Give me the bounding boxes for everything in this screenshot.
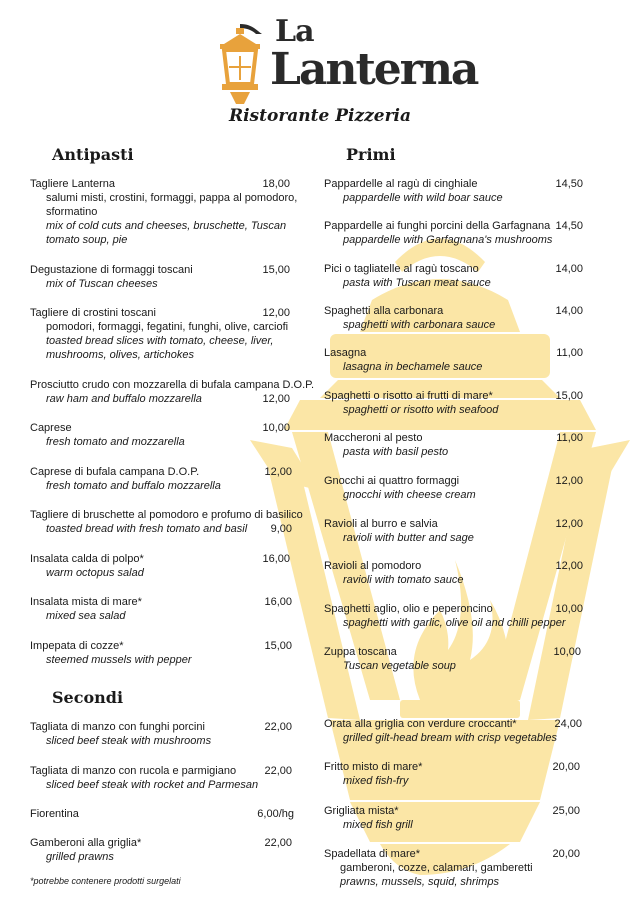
- dish-name: Tagliata di manzo con rucola e parmigiano: [30, 765, 237, 777]
- dish-name: Spadellata di mare*: [324, 848, 421, 860]
- dish-price: 11,00: [556, 432, 583, 444]
- dish-en: grilled prawns: [46, 851, 114, 863]
- dish-name: Caprese: [30, 422, 72, 434]
- dish-price: 6,00/hg: [257, 808, 294, 820]
- dish-name: Insalata mista di mare*: [30, 596, 142, 608]
- dish-en: sliced beef steak with rocket and Parmesan: [46, 779, 259, 791]
- dish-price: 14,00: [555, 263, 583, 275]
- dish-price: 10,00: [553, 646, 581, 658]
- dish-name: Spaghetti o risotto ai frutti di mare*: [324, 390, 493, 402]
- dish-price: 14,00: [555, 305, 583, 317]
- menu-item: [30, 639, 292, 667]
- menu-item: [324, 517, 583, 545]
- dish-price: 16,00: [264, 596, 292, 608]
- dish-en: mixed fish grill: [343, 819, 413, 831]
- dish-price: 12,00: [555, 518, 583, 530]
- dish-price: 22,00: [264, 765, 292, 777]
- dish-price: 15,00: [555, 390, 583, 402]
- menu-item: [324, 602, 583, 630]
- dish-en: gnocchi with cheese cream: [343, 489, 476, 501]
- dish-en: mix of cold cuts and cheeses, bruschette, Tuscan: [46, 220, 287, 232]
- logo-subtitle: Ristorante Pizzeria: [228, 106, 412, 126]
- dish-price: 12,00: [264, 466, 292, 478]
- menu-item: [30, 807, 294, 821]
- menu-item: [324, 559, 583, 587]
- menu-item: [30, 595, 292, 623]
- dish-price: 15,00: [264, 640, 292, 652]
- menu-item: [30, 421, 290, 449]
- menu-item: [324, 717, 582, 745]
- dish-desc: pomodori, formaggi, fegatini, funghi, olive, carciofi: [46, 321, 289, 333]
- dish-price: 20,00: [552, 761, 580, 773]
- menu-item: [30, 836, 292, 864]
- dish-name: Gnocchi ai quattro formaggi: [324, 475, 460, 487]
- dish-name: Prosciutto crudo con mozzarella di bufala campana D.O.P.: [30, 379, 315, 391]
- dish-en: tomato soup, pie: [46, 234, 128, 246]
- dish-price: 12,00: [555, 475, 583, 487]
- logo-la: La: [275, 14, 314, 49]
- dish-name: Caprese di bufala campana D.O.P.: [30, 466, 200, 478]
- dish-en: warm octopus salad: [46, 567, 144, 579]
- dish-name: Pappardelle al ragù di cinghiale: [324, 178, 478, 190]
- menu-item: [30, 720, 292, 748]
- dish-name: Impepata di cozze*: [30, 640, 124, 652]
- menu-item: [324, 219, 583, 247]
- dish-price: 16,00: [262, 553, 290, 565]
- dish-price: 18,00: [262, 178, 290, 190]
- menu-item: [30, 764, 292, 792]
- menu-item: [324, 304, 583, 332]
- dish-price: 22,00: [264, 837, 292, 849]
- dish-name: Orata alla griglia con verdure croccanti*: [324, 718, 517, 730]
- dish-name: Fritto misto di mare*: [324, 761, 423, 773]
- menu-item: [30, 177, 298, 247]
- menu-item: [324, 346, 583, 374]
- dish-price: 14,50: [555, 220, 583, 232]
- dish-en: mixed fish-fry: [343, 775, 409, 787]
- dish-name: Pici o tagliatelle al ragù toscano: [324, 263, 479, 275]
- dish-name: Gamberoni alla griglia*: [30, 837, 142, 849]
- menu-item: [324, 760, 580, 788]
- dish-en: mixed sea salad: [46, 610, 126, 622]
- dish-price: 12,00: [262, 307, 290, 319]
- frozen-products-note: *potrebbe contenere prodotti surgelati: [30, 876, 181, 886]
- dish-en: lasagna in bechamele sauce: [343, 361, 483, 373]
- dish-desc: sformatino: [46, 206, 98, 218]
- dish-en: sliced beef steak with mushrooms: [46, 735, 212, 747]
- dish-en: steemed mussels with pepper: [46, 654, 192, 666]
- dish-en: spaghetti with carbonara sauce: [343, 319, 496, 331]
- dish-name: Tagliere Lanterna: [30, 178, 116, 190]
- dish-desc: gamberoni, cozze, calamari, gamberetti: [340, 862, 533, 874]
- heading-antipasti: Antipasti: [52, 145, 134, 164]
- dish-name: Tagliere di crostini toscani: [30, 307, 156, 319]
- dish-name: Ravioli al burro e salvia: [324, 518, 438, 530]
- menu-item: [30, 552, 290, 580]
- dish-price: 14,50: [555, 178, 583, 190]
- menu-item: [324, 431, 583, 459]
- dish-price: 25,00: [552, 805, 580, 817]
- dish-name: Spaghetti alla carbonara: [324, 305, 444, 317]
- dish-en: spaghetti with garlic, olive oil and chilli pepper: [343, 617, 566, 629]
- dish-en: toasted bread with fresh tomato and basil: [46, 523, 248, 535]
- menu-item: [324, 262, 583, 290]
- dish-name: Degustazione di formaggi toscani: [30, 264, 193, 276]
- dish-name: Spaghetti aglio, olio e peperoncino: [324, 603, 493, 615]
- dish-en: Tuscan vegetable soup: [343, 660, 456, 672]
- dish-en: toasted bread slices with tomato, cheese, liver,: [46, 335, 274, 347]
- menu-item: [324, 645, 581, 673]
- dish-price: 12,00: [555, 560, 583, 572]
- dish-en: mix of Tuscan cheeses: [46, 278, 158, 290]
- dish-name: Maccheroni al pesto: [324, 432, 423, 444]
- dish-price: 12,00: [262, 393, 290, 405]
- dish-name: Tagliata di manzo con funghi porcini: [30, 721, 205, 733]
- dish-price: 10,00: [262, 422, 290, 434]
- dish-price: 10,00: [555, 603, 583, 615]
- dish-name: Zuppa toscana: [324, 646, 397, 658]
- dish-en: prawns, mussels, squid, shrimps: [340, 876, 499, 888]
- dish-en: pappardelle with wild boar sauce: [343, 192, 503, 204]
- dish-name: Grigliata mista*: [324, 805, 399, 817]
- menu-item: [30, 508, 322, 536]
- logo-lanterna: Lanterna: [270, 44, 478, 95]
- dish-en: fresh tomato and buffalo mozzarella: [46, 480, 221, 492]
- menu-item: [30, 465, 292, 493]
- dish-en: pasta with Tuscan meat sauce: [343, 277, 491, 289]
- dish-en: pasta with basil pesto: [343, 446, 449, 458]
- dish-en: spaghetti or risotto with seafood: [343, 404, 499, 416]
- dish-name: Lasagna: [324, 347, 367, 359]
- dish-en: fresh tomato and mozzarella: [46, 436, 185, 448]
- dish-name: Insalata calda di polpo*: [30, 553, 144, 565]
- dish-price: 24,00: [554, 718, 582, 730]
- menu-item: [324, 474, 583, 502]
- dish-name: Ravioli al pomodoro: [324, 560, 422, 572]
- dish-en: pappardelle with Garfagnana's mushrooms: [343, 234, 553, 246]
- dish-en: ravioli with tomato sauce: [343, 574, 464, 586]
- dish-price: 15,00: [262, 264, 290, 276]
- dish-en: ravioli with butter and sage: [343, 532, 474, 544]
- menu-item: [30, 378, 315, 406]
- menu-item: [324, 804, 580, 832]
- heading-secondi: Secondi: [52, 688, 124, 707]
- heading-primi: Primi: [346, 145, 396, 164]
- dish-price: 11,00: [556, 347, 583, 359]
- lantern-logo-icon: [212, 22, 268, 108]
- dish-en: grilled gilt-head bream with crisp vegetables: [343, 732, 557, 744]
- dish-en: mushrooms, olives, artichokes: [46, 349, 194, 361]
- dish-price: 22,00: [264, 721, 292, 733]
- dish-desc: salumi misti, crostini, formaggi, pappa al pomodoro,: [46, 192, 298, 204]
- dish-en: raw ham and buffalo mozzarella: [46, 393, 202, 405]
- dish-name: Tagliere di bruschette al pomodoro e profumo di basilico: [30, 509, 303, 521]
- menu-item: [324, 847, 580, 889]
- menu-item: [324, 389, 583, 417]
- dish-price: 20,00: [552, 848, 580, 860]
- menu-item: [324, 177, 583, 205]
- menu-item: [30, 263, 290, 291]
- menu-item: [30, 306, 290, 362]
- dish-price: 9,00: [270, 523, 292, 535]
- dish-name: Fiorentina: [30, 808, 79, 820]
- dish-name: Pappardelle ai funghi porcini della Garfagnana: [324, 220, 551, 232]
